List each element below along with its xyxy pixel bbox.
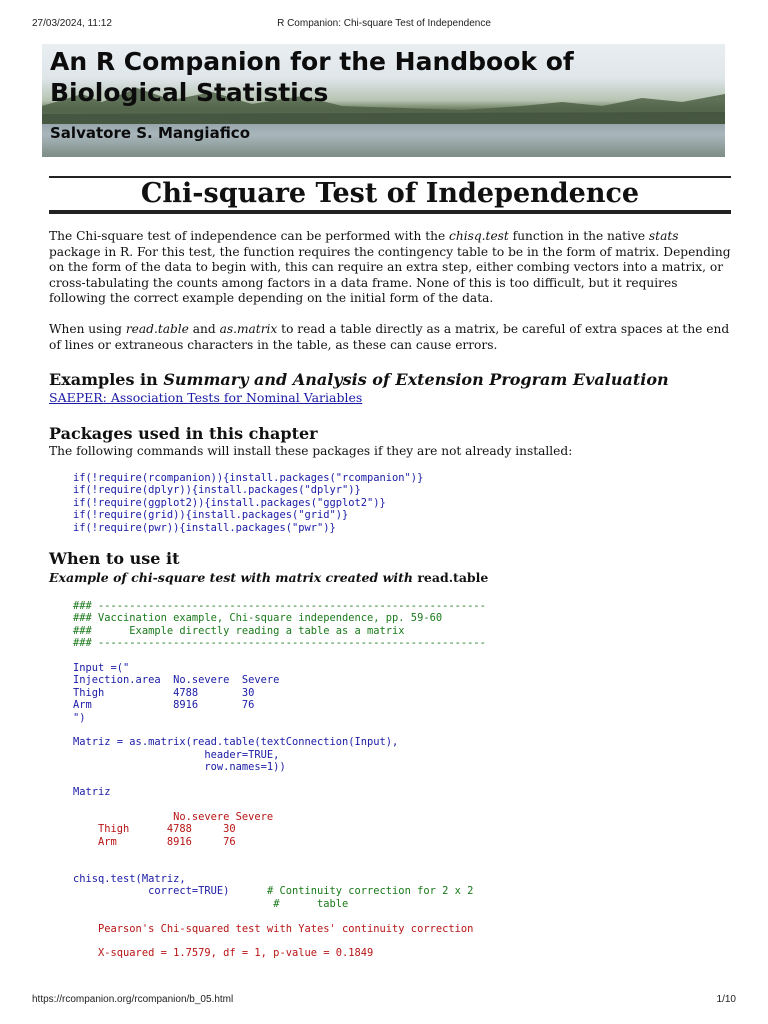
examples-heading: Examples in Summary and Analysis of Extension Program Evaluation (49, 370, 669, 389)
print-header (0, 18, 768, 32)
stats-pkg: stats (648, 229, 679, 243)
example-code-block: ### -------------------------------------------------------------- ### Vaccination example, Chi-square independence, pp. 59-60 ### Example directly reading a table as a matrix ### -------------------------------------------------------------- Input =(" Injection.area No.severe Severe Thigh 4788 30 Arm 8916 76 ") Matriz = as.matrix(read.table(textConnection(Input), header=TRUE, row.names=1)) Matriz No.severe Severe Thigh 4788 30 Arm 8916 76 chisq.test(Matriz, correct=TRUE) # Continuity correction for 2 x 2 # table Pearson's Chi-squared test with Yates' continuity correction X-squared = 1.7579, df = 1, p-value = 0.1849 (73, 600, 486, 960)
intro-paragraph-2: When using read.table and as.matrix to read a table directly as a matrix, be careful of extra spaces at the end of lines or extraneous characters in the table, as these can cause errors. (49, 322, 730, 352)
page-number: 1/10 (716, 994, 736, 1005)
print-datetime: 27/03/2024, 11:12 (32, 18, 112, 29)
saeper-link[interactable]: SAEPER: Association Tests for Nominal Variables (49, 390, 363, 405)
intro-paragraph-1: The Chi-square test of independence can be performed with the chisq.test function in the native stats package in R. For this test, the function requires the contingency table to be in the form of matrix. Depending on the form of the data to begin with, this can require an extra step, either combing vectors into a matrix, or cross-tabulating the counts among factors in a data frame. None of this is too difficult, but it requires following the correct example depending on the initial form of the data. (49, 229, 731, 305)
site-banner (42, 44, 725, 157)
packages-code-block: if(!require(rcompanion)){install.packages("rcompanion")} if(!require(dplyr)){install.packages("dplyr")} if(!require(ggplot2)){install.packages("ggplot2")} if(!require(grid)){install.packages("grid")} if(!require(pwr)){install.packages("pwr")} (73, 472, 424, 534)
when-heading: When to use it (49, 549, 180, 568)
print-url: https://rcompanion.org/rcompanion/b_05.html (32, 994, 234, 1005)
packages-lead: The following commands will install these packages if they are not already installed: (49, 444, 573, 458)
banner-title: An R Companion for the Handbook of Biological Statistics (50, 47, 574, 107)
title-rule-bottom (49, 210, 731, 214)
banner-author: Salvatore S. Mangiafico (50, 124, 251, 142)
page-title: Chi-square Test of Independence (140, 178, 640, 209)
chisq-test-fn: chisq.test (449, 229, 509, 243)
example-subheading: Example of chi-square test with matrix created with read.table (49, 570, 489, 585)
print-title: R Companion: Chi-square Test of Independence (277, 18, 491, 29)
packages-heading: Packages used in this chapter (49, 424, 318, 443)
